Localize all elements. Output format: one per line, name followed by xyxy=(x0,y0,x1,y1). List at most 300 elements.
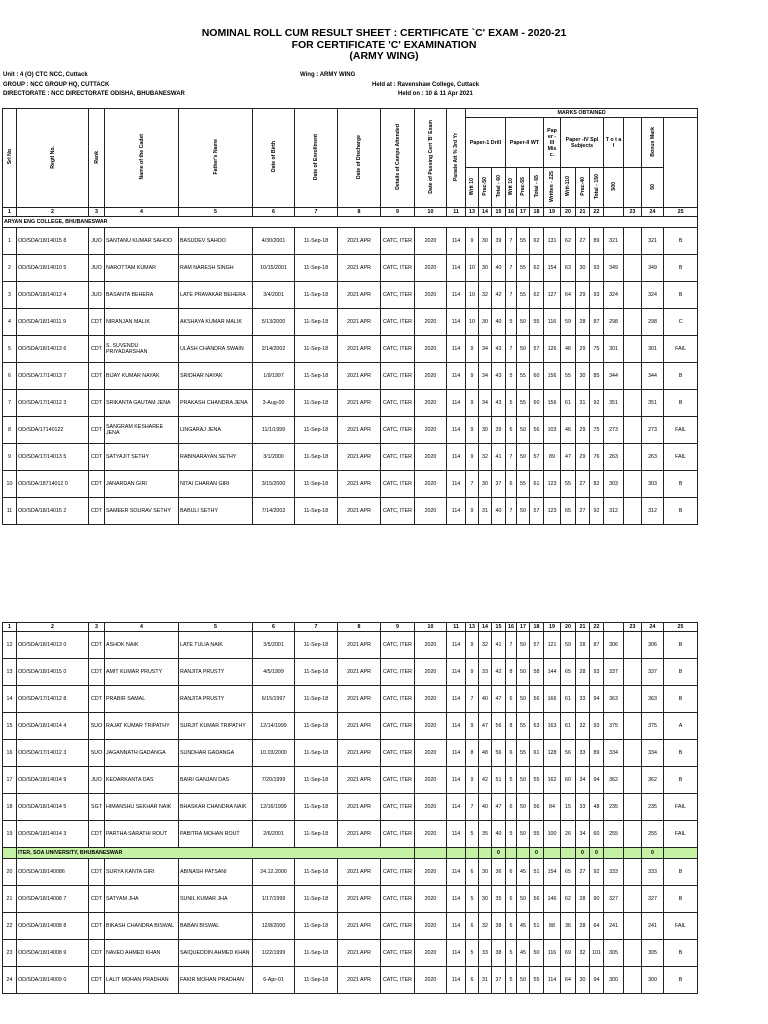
cell-total500: 362 xyxy=(604,767,624,794)
cell-prac40: 33 xyxy=(576,686,590,713)
colnum-13: 14 xyxy=(479,623,492,632)
cell-discharge-date: 2021 APR xyxy=(338,940,381,967)
cell-grand-total: 263 xyxy=(642,444,664,471)
cell-regt-no: OD/SDA/17/14013 5 xyxy=(17,444,89,471)
cell-writ10b: 5 xyxy=(506,821,517,848)
cell-dob: 2/14/2002 xyxy=(253,336,295,363)
cell-total500: 305 xyxy=(604,940,624,967)
cell-bonus xyxy=(624,255,642,282)
section-empty xyxy=(447,848,466,859)
cell-dob: 1/9/1997 xyxy=(253,363,295,390)
directorate-info: DIRECTORATE : NCC DIRECTORATE ODISHA, BHUBANESWAR xyxy=(3,91,185,97)
cell-dob: 3/15/2000 xyxy=(253,471,295,498)
cell-writ10b: 6 xyxy=(506,686,517,713)
cell-writ10: 9 xyxy=(466,390,479,417)
cell-bonus xyxy=(624,940,642,967)
cell-written225: 123 xyxy=(544,471,561,498)
cell-discharge-date: 2021 APR xyxy=(338,967,381,994)
table-row xyxy=(3,471,698,498)
cell-total65: 60 xyxy=(530,390,544,417)
cell-writ10: 6 xyxy=(466,859,479,886)
cell-writ10: 9 xyxy=(466,336,479,363)
cell-grading: B xyxy=(664,228,698,255)
cell-total65: 61 xyxy=(530,740,544,767)
cell-grading: A xyxy=(664,713,698,740)
cell-dob: 1/17/1999 xyxy=(253,886,295,913)
section-empty xyxy=(517,848,530,859)
cell-prac50: 35 xyxy=(479,821,492,848)
cell-srl: 23 xyxy=(3,940,17,967)
cell-writ10b: 7 xyxy=(506,282,517,309)
title-line-2: FOR CERTIFICATE 'C' EXAMINATION xyxy=(291,38,477,51)
hdr-blank xyxy=(624,118,642,168)
cell-prac50: 32 xyxy=(479,913,492,940)
cell-writ10: 7 xyxy=(466,794,479,821)
colnum-2: 2 xyxy=(17,208,89,217)
cell-camps: CATC, ITER xyxy=(381,336,415,363)
cell-total65: 61 xyxy=(530,471,544,498)
hdr-rank: Rank xyxy=(89,109,105,208)
section-row xyxy=(3,217,698,228)
table-row xyxy=(3,740,698,767)
cell-dob: 7/20/1999 xyxy=(253,767,295,794)
cell-rank: CDT xyxy=(89,659,105,686)
cell-bonus xyxy=(624,913,642,940)
cell-parade-att: 114 xyxy=(447,363,466,390)
cell-grading: C xyxy=(664,309,698,336)
cell-writ110: 56 xyxy=(561,740,576,767)
cell-prac40: 27 xyxy=(576,228,590,255)
hdr-t150: Total - 150 xyxy=(590,168,604,208)
cell-cadet-name: SAMEER SOURAV SETHY xyxy=(105,498,179,525)
cell-total500: 349 xyxy=(604,255,624,282)
held-on-info: Held on : 10 & 11 Apr 2021 xyxy=(398,91,473,97)
section-empty xyxy=(506,848,517,859)
cell-father-name: AKSHAYA KUMAR MALIK xyxy=(179,309,253,336)
column-number-row xyxy=(3,623,698,632)
cell-parade-att: 114 xyxy=(447,821,466,848)
cell-regt-no: OD/SDA/17/14012 8 xyxy=(17,686,89,713)
cell-prac40: 32 xyxy=(576,940,590,967)
cell-written225: 156 xyxy=(544,363,561,390)
cell-parade-att: 114 xyxy=(447,255,466,282)
cell-grand-total: 321 xyxy=(642,228,664,255)
cell-total65: 55 xyxy=(530,967,544,994)
cell-total150: 89 xyxy=(590,228,604,255)
cell-rank: SGT xyxy=(89,794,105,821)
cell-prac50: 33 xyxy=(479,940,492,967)
wing-info: Wing : ARMY WING xyxy=(300,72,356,78)
cell-regt-no: OD/SDA/18/14014 5 xyxy=(17,794,89,821)
cell-writ10b: 6 xyxy=(506,471,517,498)
cell-prac55: 45 xyxy=(517,913,530,940)
cell-total500: 334 xyxy=(604,740,624,767)
cell-bonus xyxy=(624,859,642,886)
cell-discharge-date: 2021 APR xyxy=(338,498,381,525)
colnum-4: 4 xyxy=(105,208,179,217)
cell-srl: 13 xyxy=(3,659,17,686)
cell-writ10: 9 xyxy=(466,632,479,659)
cell-writ10: 10 xyxy=(466,255,479,282)
cell-regt-no: OD/SDA/18/14011 9 xyxy=(17,309,89,336)
colnum-19: 20 xyxy=(561,208,576,217)
cell-writ110: 62 xyxy=(561,886,576,913)
cell-srl: 24 xyxy=(3,967,17,994)
cell-discharge-date: 2021 APR xyxy=(338,913,381,940)
cell-regt-no: OD/SDA/18/14015 8 xyxy=(17,228,89,255)
hdr-paper3: Pap er - III Mis c. xyxy=(544,118,561,168)
cell-bonus xyxy=(624,444,642,471)
cell-written225: 154 xyxy=(544,255,561,282)
cell-total60: 56 xyxy=(492,740,506,767)
cell-writ10b: 7 xyxy=(506,336,517,363)
cell-written225: 116 xyxy=(544,309,561,336)
cell-written225: 162 xyxy=(544,767,561,794)
cell-rank: CDT xyxy=(89,940,105,967)
cell-total150: 75 xyxy=(590,336,604,363)
cell-writ10b: 6 xyxy=(506,740,517,767)
hdr-paper4: Paper -IV Spl Subjects xyxy=(561,118,604,168)
cell-enrollment-date: 11-Sep-18 xyxy=(295,228,338,255)
cell-written225: 156 xyxy=(544,390,561,417)
cell-parade-att: 114 xyxy=(447,886,466,913)
cell-prac50: 47 xyxy=(479,713,492,740)
colnum-9: 9 xyxy=(381,623,415,632)
cell-written225: 100 xyxy=(544,821,561,848)
cell-prac50: 34 xyxy=(479,363,492,390)
cell-total60: 47 xyxy=(492,794,506,821)
cell-bonus xyxy=(624,967,642,994)
cell-rank: CDT xyxy=(89,632,105,659)
colnum-7: 7 xyxy=(295,623,338,632)
cell-grading: B xyxy=(664,967,698,994)
hdr-p55: Prac-55 xyxy=(517,168,530,208)
cell-enrollment-date: 11-Sep-18 xyxy=(295,794,338,821)
cell-srl: 5 xyxy=(3,336,17,363)
cell-grading: B xyxy=(664,390,698,417)
section-total60: 0 xyxy=(492,848,506,859)
cell-father-name: SAIQUEDDIN AHMED KHAN xyxy=(179,940,253,967)
held-at-info: Held at : Ravenshaw College, Cuttack xyxy=(372,82,480,88)
cell-prac40: 29 xyxy=(576,417,590,444)
cell-discharge-date: 2021 APR xyxy=(338,444,381,471)
cell-total60: 39 xyxy=(492,417,506,444)
table-row xyxy=(3,417,698,444)
cell-enrollment-date: 11-Sep-18 xyxy=(295,659,338,686)
cell-grading: B xyxy=(664,740,698,767)
cell-writ110: 36 xyxy=(561,913,576,940)
cell-total65: 57 xyxy=(530,336,544,363)
cell-cadet-name: PRABIR SAMAL xyxy=(105,686,179,713)
cell-camps: CATC, ITER xyxy=(381,282,415,309)
cell-grand-total: 333 xyxy=(642,859,664,886)
section-empty xyxy=(466,848,479,859)
cell-discharge-date: 2021 APR xyxy=(338,767,381,794)
cell-writ110: 15 xyxy=(561,794,576,821)
colnum-11: 11 xyxy=(447,623,466,632)
cell-total60: 38 xyxy=(492,913,506,940)
cell-bonus xyxy=(624,336,642,363)
cell-dob: 3/1/2000 xyxy=(253,444,295,471)
cell-writ10b: 6 xyxy=(506,913,517,940)
cell-father-name: LATE TULIA NAIK xyxy=(179,632,253,659)
colnum-24: 24 xyxy=(642,623,664,632)
colnum-18: 19 xyxy=(544,623,561,632)
cell-discharge-date: 2021 APR xyxy=(338,417,381,444)
cell-total60: 38 xyxy=(492,940,506,967)
cell-discharge-date: 2021 APR xyxy=(338,686,381,713)
cell-writ110: 61 xyxy=(561,686,576,713)
cell-total65: 57 xyxy=(530,498,544,525)
cell-parade-att: 114 xyxy=(447,498,466,525)
cell-prac40: 31 xyxy=(576,390,590,417)
cell-total500: 241 xyxy=(604,913,624,940)
cell-total65: 56 xyxy=(530,417,544,444)
cell-prac55: 50 xyxy=(517,498,530,525)
section-empty xyxy=(415,848,447,859)
cell-total500: 327 xyxy=(604,886,624,913)
cell-enrollment-date: 11-Sep-18 xyxy=(295,498,338,525)
cell-bonus xyxy=(624,794,642,821)
cell-father-name: SRIDHAR NAYAK xyxy=(179,363,253,390)
cell-grading: FAIL xyxy=(664,444,698,471)
hdr-w225: Written - 225 xyxy=(544,168,561,208)
hdr-camps: Details of Camps Attended xyxy=(381,109,415,208)
cell-bonus xyxy=(624,309,642,336)
cell-prac55: 55 xyxy=(517,740,530,767)
cell-writ10b: 5 xyxy=(506,390,517,417)
cell-total150: 93 xyxy=(590,282,604,309)
cell-srl: 22 xyxy=(3,913,17,940)
cell-regt-no: OD/SDA/18714012 0 xyxy=(17,471,89,498)
cell-srl: 12 xyxy=(3,632,17,659)
cell-regt-no: OD/SDA/17/14013 7 xyxy=(17,363,89,390)
colnum-22 xyxy=(604,208,624,217)
hdr-blank2 xyxy=(624,168,642,208)
cell-rank: JUO xyxy=(89,767,105,794)
table-row xyxy=(3,255,698,282)
colnum-12: 13 xyxy=(466,208,479,217)
cell-total65: 55 xyxy=(530,309,544,336)
cell-total60: 41 xyxy=(492,632,506,659)
cell-cadet-name: NIRANJAN MALIK xyxy=(105,309,179,336)
cell-writ110: 65 xyxy=(561,659,576,686)
cell-writ10b: 8 xyxy=(506,713,517,740)
cell-discharge-date: 2021 APR xyxy=(338,794,381,821)
cell-regt-no: OD/SDA/18/14014 4 xyxy=(17,713,89,740)
cell-grand-total: 349 xyxy=(642,255,664,282)
cell-rank: CDT xyxy=(89,498,105,525)
cell-grading: B xyxy=(664,659,698,686)
cell-cert-b-date: 2020 xyxy=(415,632,447,659)
cell-prac50: 34 xyxy=(479,336,492,363)
cell-total500: 351 xyxy=(604,390,624,417)
colnum-8: 8 xyxy=(338,208,381,217)
hdr-dpc: Date of Passing Cert 'B' Exam xyxy=(415,109,447,208)
title-line-3: (ARMY WING) xyxy=(349,50,419,62)
cell-writ10: 6 xyxy=(466,913,479,940)
cell-regt-no: OD/SDA/18/14010 5 xyxy=(17,255,89,282)
cell-prac55: 55 xyxy=(517,228,530,255)
cell-srl: 15 xyxy=(3,713,17,740)
cell-total150: 64 xyxy=(590,913,604,940)
cell-writ110: 46 xyxy=(561,336,576,363)
cell-prac55: 50 xyxy=(517,767,530,794)
cell-father-name: BHASKAR CHANDRA NAIK xyxy=(179,794,253,821)
cell-camps: CATC, ITER xyxy=(381,967,415,994)
cell-written225: 128 xyxy=(544,740,561,767)
hdr-p50: Prac-50 xyxy=(479,168,492,208)
cell-enrollment-date: 11-Sep-18 xyxy=(295,632,338,659)
cell-cadet-name: PARTHA SARATHI ROUT xyxy=(105,821,179,848)
cell-camps: CATC, ITER xyxy=(381,713,415,740)
colnum-6: 6 xyxy=(253,208,295,217)
cell-writ10: 8 xyxy=(466,740,479,767)
cell-grading: B xyxy=(664,632,698,659)
cell-srl: 16 xyxy=(3,740,17,767)
cell-camps: CATC, ITER xyxy=(381,794,415,821)
cell-discharge-date: 2021 APR xyxy=(338,886,381,913)
cell-writ10: 9 xyxy=(466,659,479,686)
cell-prac40: 29 xyxy=(576,336,590,363)
cell-total60: 40 xyxy=(492,498,506,525)
table-row xyxy=(3,390,698,417)
hdr-p40: Prac-40 xyxy=(576,168,590,208)
cell-total150: 82 xyxy=(590,471,604,498)
cell-total65: 56 xyxy=(530,686,544,713)
cell-prac40: 29 xyxy=(576,282,590,309)
cell-total500: 375 xyxy=(604,713,624,740)
cell-grand-total: 363 xyxy=(642,686,664,713)
cell-writ10: 5 xyxy=(466,940,479,967)
hdr-parade: Parade Att % 3rd Yr xyxy=(447,109,466,208)
hdr-name: Name of the Cadet xyxy=(105,109,179,208)
cell-discharge-date: 2021 APR xyxy=(338,659,381,686)
cell-discharge-date: 2021 APR xyxy=(338,859,381,886)
cell-regt-no: OD/SDA/18/14013 0 xyxy=(17,632,89,659)
cell-discharge-date: 2021 APR xyxy=(338,309,381,336)
cell-parade-att: 114 xyxy=(447,913,466,940)
cell-writ110: 69 xyxy=(561,940,576,967)
cell-cadet-name: JANARDAN GIRI xyxy=(105,471,179,498)
section-empty xyxy=(544,848,561,859)
cell-discharge-date: 2021 APR xyxy=(338,740,381,767)
cell-writ110: 55 xyxy=(561,471,576,498)
cell-parade-att: 114 xyxy=(447,417,466,444)
cell-camps: CATC, ITER xyxy=(381,255,415,282)
cell-writ10: 9 xyxy=(466,713,479,740)
cell-bonus xyxy=(624,740,642,767)
cell-prac40: 28 xyxy=(576,659,590,686)
cell-total65: 62 xyxy=(530,228,544,255)
cell-cert-b-date: 2020 xyxy=(415,767,447,794)
cell-writ10: 9 xyxy=(466,363,479,390)
cell-enrollment-date: 11-Sep-18 xyxy=(295,821,338,848)
cell-writ10b: 5 xyxy=(506,363,517,390)
cell-total65: 56 xyxy=(530,886,544,913)
cell-cadet-name: JAGANNATH GADANGA xyxy=(105,740,179,767)
colnum-19: 20 xyxy=(561,623,576,632)
cell-written225: 121 xyxy=(544,632,561,659)
cell-total500: 324 xyxy=(604,282,624,309)
cell-enrollment-date: 11-Sep-18 xyxy=(295,309,338,336)
cell-prac55: 55 xyxy=(517,713,530,740)
cell-dob: 11/1/1999 xyxy=(253,417,295,444)
cell-prac50: 40 xyxy=(479,794,492,821)
cell-parade-att: 114 xyxy=(447,740,466,767)
cell-total65: 51 xyxy=(530,859,544,886)
section-label: ITER, SOA UNIVERSITY, BHUBANESWAR xyxy=(17,848,415,859)
cell-grand-total: 273 xyxy=(642,417,664,444)
cell-cadet-name: SANGRAM KESHAREE JENA xyxy=(105,417,179,444)
cell-bonus xyxy=(624,282,642,309)
table-row xyxy=(3,794,698,821)
cell-prac50: 30 xyxy=(479,471,492,498)
cell-srl: 2 xyxy=(3,255,17,282)
cell-srl: 9 xyxy=(3,444,17,471)
cell-parade-att: 114 xyxy=(447,282,466,309)
cell-writ10: 7 xyxy=(466,471,479,498)
table-row xyxy=(3,336,698,363)
cell-regt-no: OD/SDA/18/14015 2 xyxy=(17,498,89,525)
cell-total60: 56 xyxy=(492,713,506,740)
cell-grand-total: 305 xyxy=(642,940,664,967)
cell-discharge-date: 2021 APR xyxy=(338,336,381,363)
colnum-24: 24 xyxy=(642,208,664,217)
cell-prac55: 50 xyxy=(517,444,530,471)
cell-bonus xyxy=(624,228,642,255)
cell-total65: 55 xyxy=(530,767,544,794)
cell-rank: JUO xyxy=(89,282,105,309)
cell-camps: CATC, ITER xyxy=(381,471,415,498)
cell-cadet-name: SATYAM JHA xyxy=(105,886,179,913)
cell-dob: 10.03/2000 xyxy=(253,740,295,767)
cell-rank: CDT xyxy=(89,967,105,994)
cell-dob: 3/5/2001 xyxy=(253,632,295,659)
cell-written225: 131 xyxy=(544,228,561,255)
section-empty xyxy=(604,848,624,859)
cell-cert-b-date: 2020 xyxy=(415,913,447,940)
cell-total500: 263 xyxy=(604,444,624,471)
cell-parade-att: 114 xyxy=(447,686,466,713)
cell-father-name: BAIRI GANJAN DAS xyxy=(179,767,253,794)
cell-total500: 300 xyxy=(604,967,624,994)
cell-writ10: 9 xyxy=(466,498,479,525)
cell-prac55: 55 xyxy=(517,255,530,282)
section-empty xyxy=(561,848,576,859)
cell-bonus xyxy=(624,713,642,740)
cell-cadet-name: ASHOK NAIK xyxy=(105,632,179,659)
cell-total60: 36 xyxy=(492,859,506,886)
cell-cert-b-date: 2020 xyxy=(415,390,447,417)
table-row xyxy=(3,363,698,390)
cell-parade-att: 114 xyxy=(447,859,466,886)
hdr-500a: 500 xyxy=(604,168,624,208)
cell-grading: B xyxy=(664,471,698,498)
cell-written225: 127 xyxy=(544,282,561,309)
cell-written225: 163 xyxy=(544,713,561,740)
cell-total150: 92 xyxy=(590,390,604,417)
cell-regt-no: OD/SDA/17/14012 3 xyxy=(17,390,89,417)
cell-cert-b-date: 2020 xyxy=(415,417,447,444)
cell-cert-b-date: 2020 xyxy=(415,713,447,740)
cell-cert-b-date: 2020 xyxy=(415,363,447,390)
cell-cert-b-date: 2020 xyxy=(415,794,447,821)
cell-total65: 57 xyxy=(530,632,544,659)
cell-father-name: BABULI SETHY xyxy=(179,498,253,525)
cell-bonus xyxy=(624,767,642,794)
cell-prac40: 34 xyxy=(576,767,590,794)
